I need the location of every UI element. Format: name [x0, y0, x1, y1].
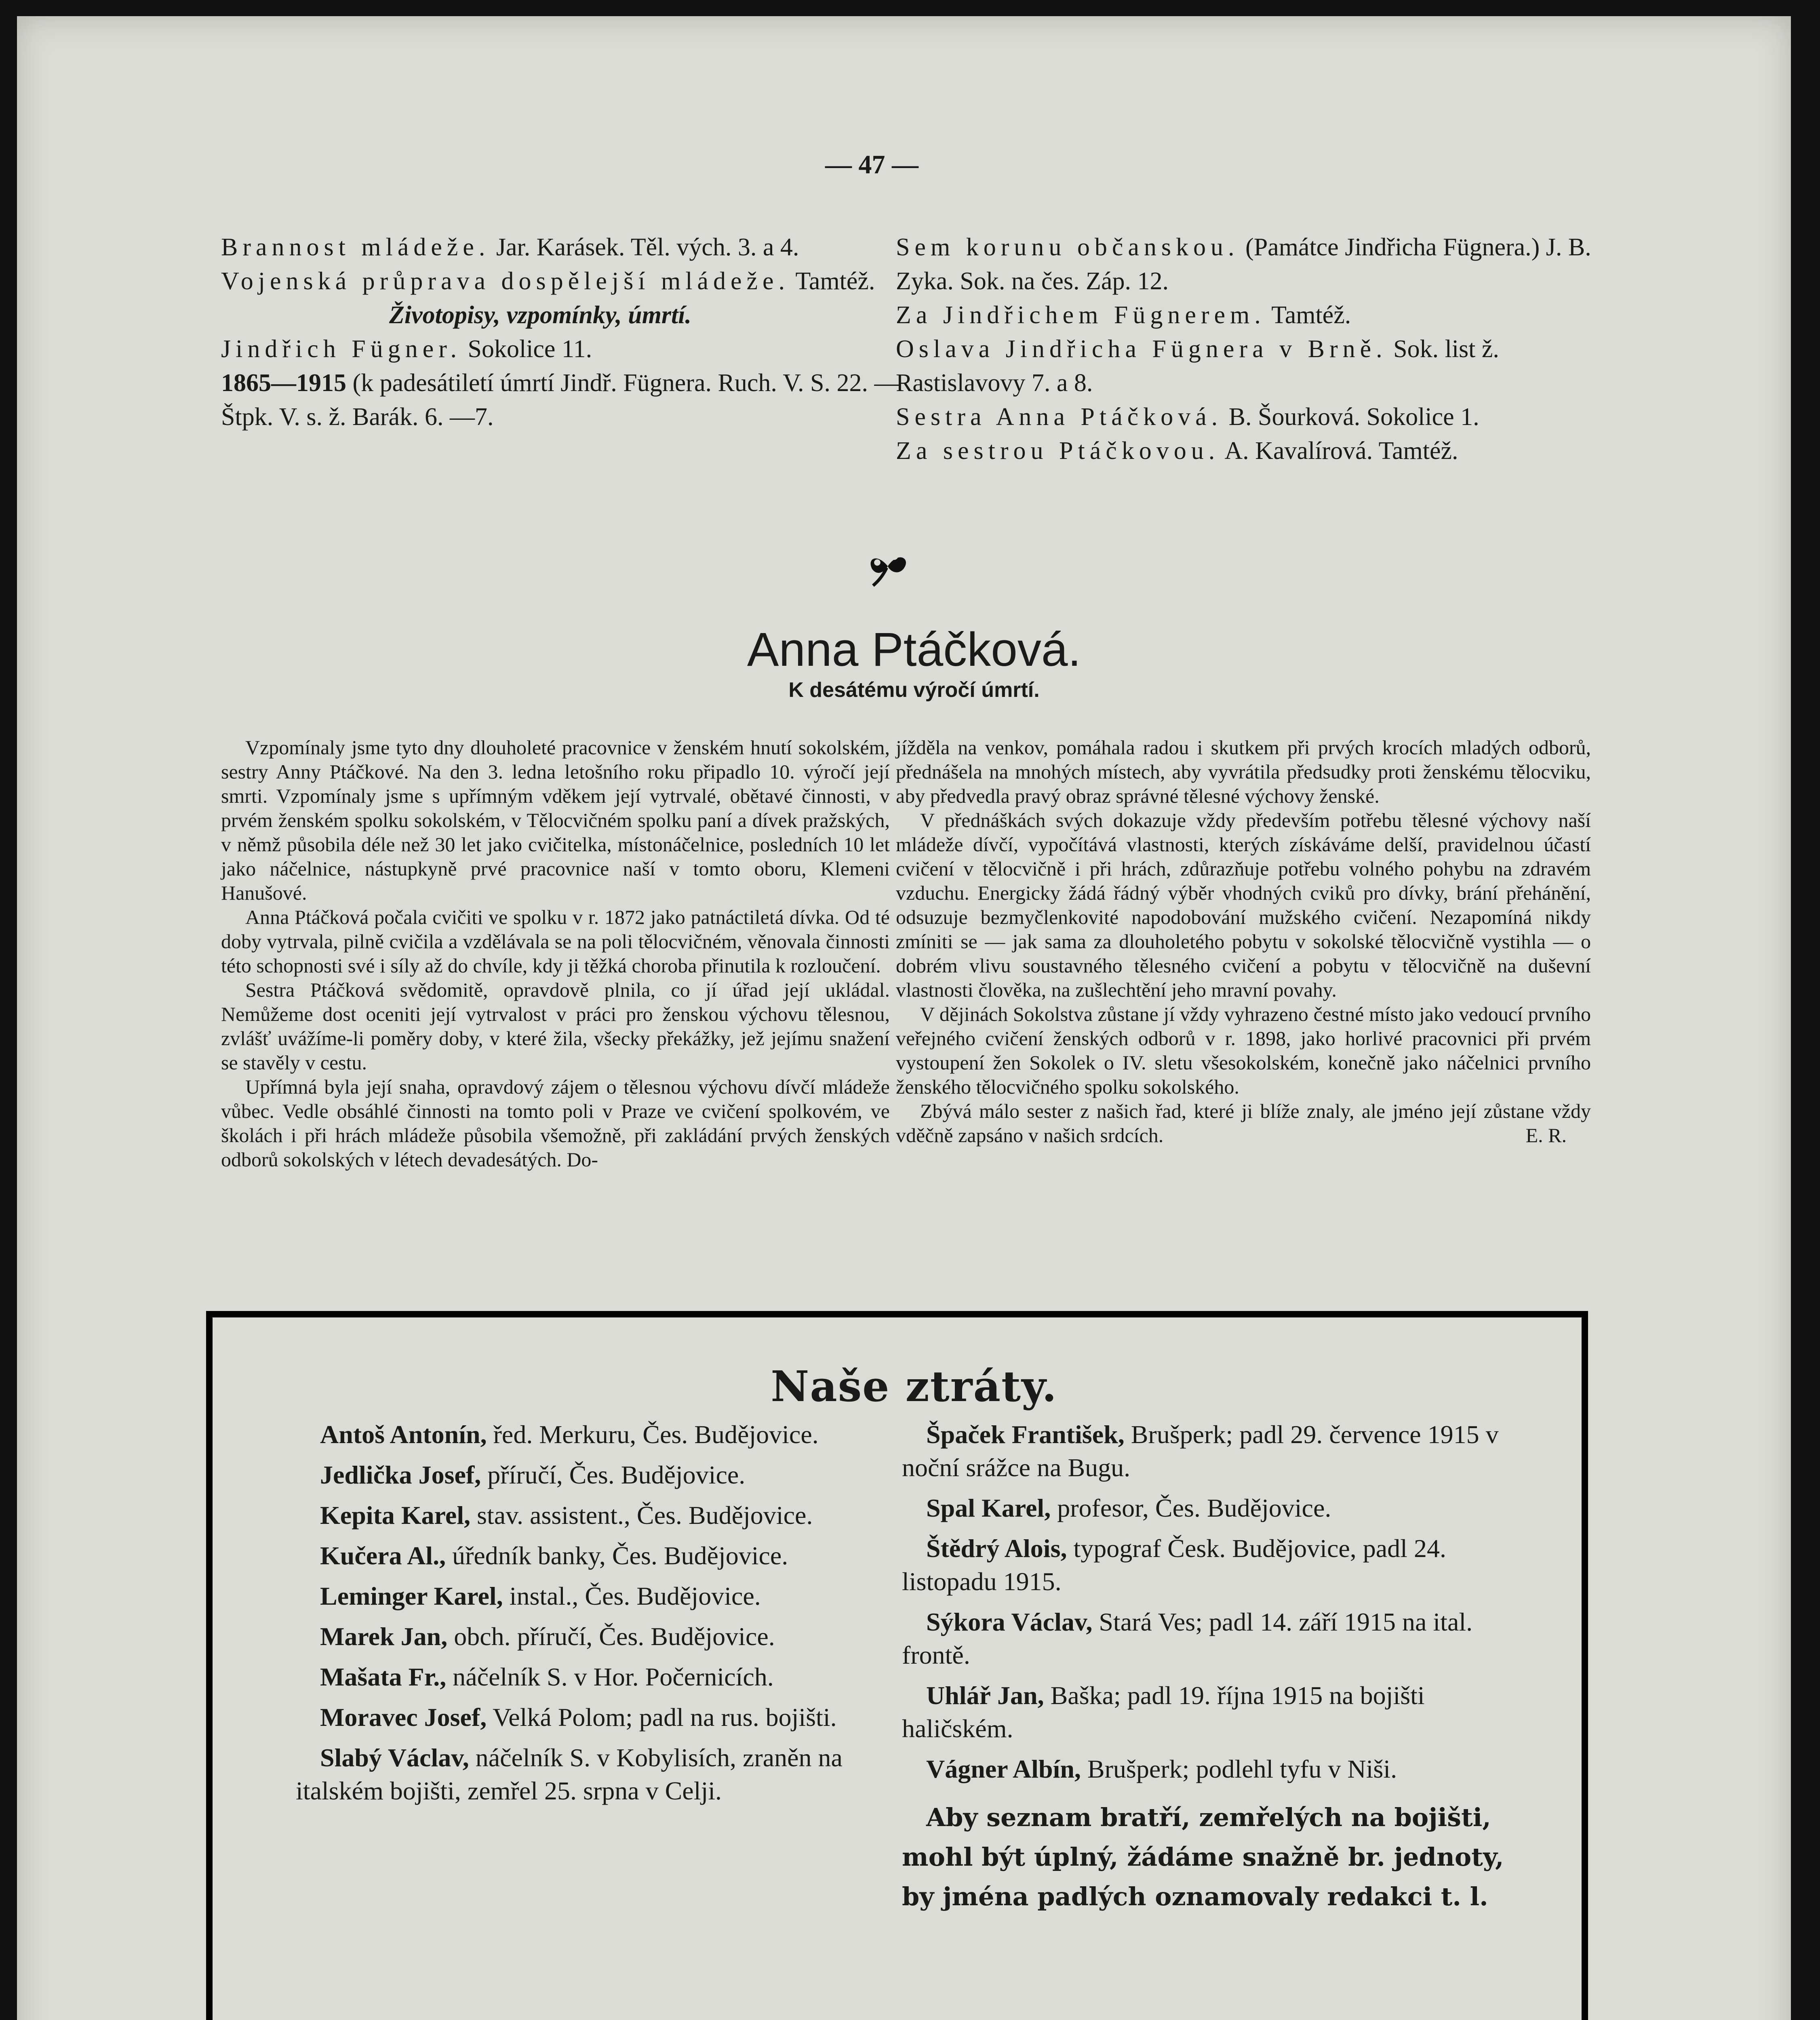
loss-entry: Špaček František, Brušperk; padl 29. července 1915 v noční srážce na Bugu. [902, 1420, 1499, 1482]
loss-entry: Mašata Fr., náčelník S. v Hor. Počernicích. [320, 1662, 774, 1691]
loss-entry: Slabý Václav, náčelník S. v Kobylisích, zraněn na italském bojišti, zemřel 25. srpna v Celji. [296, 1743, 843, 1805]
bibliography-right [896, 230, 1603, 468]
bib-entry: Brannost mládeže. Jar. Karásek. Těl. vých. 3. a 4. [221, 234, 799, 261]
bib-entry: Sem korunu občanskou. (Památce Jindřicha Fügnera.) J. B. Zyka. Sok. na čes. Záp. 12. [896, 234, 1591, 295]
bib-entry: Oslava Jindřicha Fügnera v Brně. Sok. list ž. Rastislavovy 7. a 8. [896, 335, 1499, 397]
article-paragraph: Upřímná byla její snaha, opravdový zájem o tělesnou výchovu dívčí mládeže vůbec. Vedle obsáhlé činnosti na tomto poli v Praze ve cvičení spolkovém, ve školách i při hrách mládeže působila všemožně, při zakládání prvých ženských odborů sokolských v létech devadesátých. Do- [221, 1075, 890, 1171]
loss-entry: Antoš Antonín, řed. Merkuru, Čes. Budějovice. [320, 1420, 819, 1449]
article-paragraph: Zbývá málo sester z našich řad, které ji blíže znaly, ale jméno její zůstane vždy vděčně zapsáno v našich srdcích. [896, 1100, 1591, 1147]
bib-entry: Za Jindřichem Fügnerem. Tamtéž. [896, 301, 1351, 329]
article-signature: E. R. [1525, 1124, 1567, 1147]
article-paragraph: jížděla na venkov, pomáhala radou i skutkem při prvých krocích mladých odborů, přednášela na mnohých místech, aby vyvrátila předsudky proti ženskému tělocviku, aby předvedla pravý obraz správné tělesné výchovy ženské. [896, 736, 1591, 807]
losses-column-left [296, 1418, 870, 1815]
losses-title: Naše ztráty. [771, 1361, 1057, 1411]
article-paragraph: Vzpomínaly jsme tyto dny dlouholeté pracovnice v ženském hnutí sokolském, sestry Anny Ptáčkové. Na den 3. ledna letošního roku připadlo 10. výročí její smrti. Vzpomínaly jsme s upřímným vděkem její vytrvalé, obětavé činnosti, v prvém ženském spolku sokolském, v Tělocvičném spolku paní a dívek pražských, v němž působila déle než 30 let jako cvičitelka, místonáčelnice, posledních 10 let jako náčelnice, nástupkyně prvé pracovnice naší v tomto oboru, Klemeni Hanušové. [221, 736, 890, 904]
bibliography-left [221, 230, 908, 434]
article-paragraph: V přednáškách svých dokazuje vždy především potřebu tělesné výchovy naší mládeže dívčí, vypočítává vlastnosti, kterých získáváme delší, pravidelnou účastí cvičení v tělocvičně i při hrách, zdůrazňuje potřebu volného pohybu na zdravém vzduchu. Energicky žádá řádný výběr vhodných cviků pro dívky, brání přehánění, odsuzuje bezmyčlenkovité napodobování mužského cvičení. Nezapomíná nikdy zmíniti se — jak sama za dlouholetého pobytu v sokolské tělocvičně vystihla — o dobrém vlivu soustavného tělesného cvičení a pobytu v tělocvičně na duševní vlastnosti člověka, na zušlechtění jeho mravní povahy. [896, 809, 1591, 1001]
bib-entry: Sestra Anna Ptáčková. B. Šourková. Sokolice 1. [896, 403, 1479, 431]
loss-entry: Moravec Josef, Velká Polom; padl na rus. bojišti. [320, 1703, 837, 1732]
article-paragraph: Anna Ptáčková počala cvičiti ve spolku v r. 1872 jako patnáctiletá dívka. Od té doby vytrvala, pilně cvičila a vzdělávala se na poli tělocvičném, věnovala činnosti této schopnosti své i síly až do chvíle, kdy ji těžká choroba přinutila k rozloučení. [221, 906, 890, 977]
page-number: — 47 — [825, 150, 918, 179]
bib-section-heading: Životopisy, vzpomínky, úmrtí. [389, 301, 691, 329]
loss-entry: Štědrý Alois, typograf Česk. Budějovice, padl 24. listopadu 1915. [902, 1534, 1446, 1596]
article-subtitle: K desátému výročí úmrtí. [788, 678, 1040, 702]
article-title: Anna Ptáčková. [747, 623, 1081, 676]
loss-entry: Spal Karel, profesor, Čes. Budějovice. [926, 1494, 1331, 1522]
floral-ornament-icon [862, 537, 914, 590]
loss-entry: Kučera Al., úředník banky, Čes. Budějovice. [320, 1541, 788, 1570]
loss-entry: Vágner Albín, Brušperk; podlehl tyfu v Niši. [926, 1755, 1397, 1783]
loss-entry: Sýkora Václav, Stará Ves; padl 14. září 1915 na ital. frontě. [902, 1608, 1473, 1669]
loss-entry: Marek Jan, obch. příručí, Čes. Budějovice. [320, 1622, 775, 1651]
article-paragraph: Sestra Ptáčková svědomitě, opravdově plnila, co jí úřad její ukládal. Nemůžeme dost oceniti její vytrvalost v práci pro ženskou výchovu tělesnou, zvlášť uvážíme-li poměry doby, v které žila, všecky překážky, jež jejímu snažení se stavěly v cestu. [221, 978, 890, 1074]
bib-entry: 1865—1915 (k padesátiletí úmrtí Jindř. Fügnera. Ruch. V. S. 22. — Štpk. V. s. ž. Barák. 6. —7. [221, 369, 899, 431]
losses-column-right [902, 1418, 1516, 1924]
article-column-left [221, 735, 890, 1172]
page [17, 16, 1791, 2020]
bib-entry: Jindřich Fügner. Sokolice 11. [221, 335, 592, 363]
loss-entry: Uhlář Jan, Baška; padl 19. října 1915 na bojišti haličském. [902, 1681, 1425, 1743]
article-column-right [896, 735, 1591, 1147]
bib-entry: Vojenská průprava dospělejší mládeže. Tamtéž. [221, 267, 875, 295]
bib-entry: Za sestrou Ptáčkovou. A. Kavalírová. Tamtéž. [896, 437, 1458, 465]
article-paragraph: V dějinách Sokolstva zůstane jí vždy vyhrazeno čestné místo jako vedoucí prvního veřejného cvičení ženských odborů v r. 1898, jako horlivé pracovnici při prvém vystoupení žen Sokolek o IV. sletu všesokolském, konečně jako náčelnici prvního ženského tělocvičného spolku sokolského. [896, 1003, 1591, 1098]
loss-entry: Kepita Karel, stav. assistent., Čes. Budějovice. [320, 1501, 813, 1530]
loss-entry: Jedlička Josef, příručí, Čes. Budějovice. [320, 1460, 746, 1489]
loss-entry: Leminger Karel, instal., Čes. Budějovice. [320, 1582, 761, 1610]
losses-appeal: Aby seznam bratří, zemřelých na bojišti, mohl být úplný, žádáme snažně br. jednoty, by jména padlých oznamovaly redakci t. l. [902, 1803, 1504, 1911]
